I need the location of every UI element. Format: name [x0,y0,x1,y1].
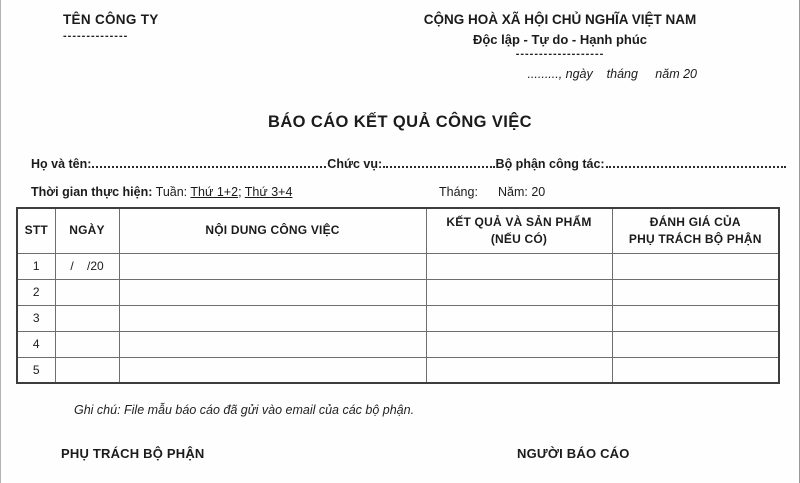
week-range-2: Thứ 3+4 [244,185,293,199]
cell-ket-qua [426,253,612,279]
cell-ngay [55,331,119,357]
name-dotted-line [92,166,326,168]
cell-ket-qua [426,357,612,383]
cell-ngay [55,357,119,383]
time-info-line [31,185,787,203]
year-label: Năm: 20 [498,185,546,199]
cell-noi-dung [119,357,426,383]
signature-label-supervisor: PHỤ TRÁCH BỘ PHẬN [61,446,205,461]
cell-stt: 2 [17,279,55,305]
cell-danh-gia [612,357,779,383]
table-row [17,305,779,331]
cell-danh-gia [612,279,779,305]
company-name: TÊN CÔNG TY [63,12,159,27]
cell-danh-gia [612,331,779,357]
week-separator: ; [238,185,242,199]
position-label: Chức vụ: [327,157,383,171]
position-dotted-line [383,166,494,168]
table-row [17,331,779,357]
footnote: Ghi chú: File mẫu báo cáo đã gửi vào email của các bộ phận. [74,403,415,417]
page-title: BÁO CÁO KẾT QUẢ CÔNG VIỆC [268,113,532,131]
cell-stt: 5 [17,357,55,383]
department-dotted-line [606,166,786,168]
signature-label-reporter: NGƯỜI BÁO CÁO [517,446,630,461]
table-row [17,357,779,383]
table-row [17,279,779,305]
week-label: Tuần: [155,185,188,199]
company-divider-dashes: -------------- [63,30,129,42]
cell-noi-dung [119,331,426,357]
cell-ket-qua [426,279,612,305]
personal-info-line [31,157,787,171]
department-label: Bộ phận công tác: [495,157,605,171]
date-place-line: ........., ngày tháng năm 20 [527,67,697,81]
cell-stt: 4 [17,331,55,357]
table-row [17,253,779,279]
cell-ngay: / /20 [55,253,119,279]
cell-ngay [55,305,119,331]
cell-stt: 3 [17,305,55,331]
report-table [16,207,780,384]
col-header-danh-gia: ĐÁNH GIÁ CỦA PHỤ TRÁCH BỘ PHẬN [612,208,779,253]
col-header-ket-qua: KẾT QUẢ VÀ SẢN PHẨM (NẾU CÓ) [426,208,612,253]
col-header-noi-dung: NỘI DUNG CÔNG VIỆC [119,208,426,253]
company-header [63,12,159,42]
cell-noi-dung [119,305,426,331]
cell-noi-dung [119,279,426,305]
name-label: Họ và tên: [31,157,92,171]
col-header-ngay: NGÀY [55,208,119,253]
national-divider-dashes: ------------------- [515,48,605,60]
table-header-row [17,208,779,253]
cell-danh-gia [612,305,779,331]
cell-danh-gia [612,253,779,279]
col-header-stt: STT [17,208,55,253]
national-header [409,12,711,81]
time-label: Thời gian thực hiện: [31,185,153,199]
cell-ngay [55,279,119,305]
national-title: CỘNG HOÀ XÃ HỘI CHỦ NGHĨA VIỆT NAM [423,12,697,27]
cell-stt: 1 [17,253,55,279]
national-motto: Độc lập - Tự do - Hạnh phúc [472,32,648,47]
cell-ket-qua [426,331,612,357]
week-range-1: Thứ 1+2 [190,185,239,199]
cell-ket-qua [426,305,612,331]
month-label: Tháng: [439,185,478,199]
cell-noi-dung [119,253,426,279]
